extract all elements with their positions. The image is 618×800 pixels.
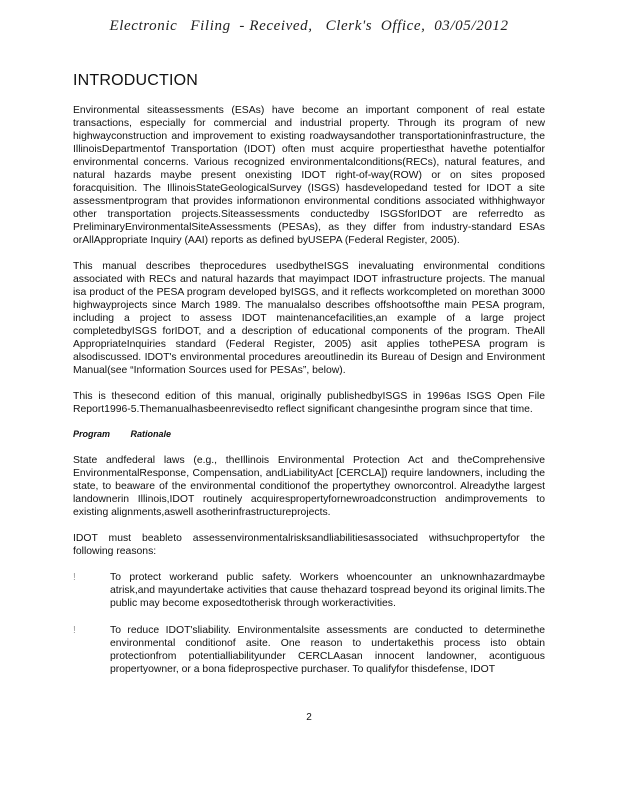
bullet-text: To reduce IDOT'sliability. Environmentalsite assessments are conducted to determinethe environmental conditionof asite. One reason to undertakethis process isto obtain protectionfrom potentialliabilityunder CERCLAasan innocent landowner, acontiguous propertyowner, or a bona fideprospective purchaser. To qualifyfor thisdefense, IDOT [110,625,545,675]
bullet-marker-icon: ! [73,625,76,636]
section-title: INTRODUCTION [73,72,199,89]
subheading-left: Program [73,429,111,439]
bullet-text: To protect workerand public safety. Workers whoencounter an unknownhazardmaybe atrisk,and mayundertake activities that cause thehazard tospread beyond its original limits.The public may become exposedtotherisk through workeractivities. [110,572,545,609]
bullet-item-safety [73,571,545,610]
bullet-marker-icon: ! [73,572,76,583]
paragraph-reasons-intro: IDOT must beableto assessenvironmentalrisksandliabilitiesassociated withsuchpropertyfor the following reasons: [73,533,545,557]
paragraph-esa-overview: Environmental siteassessments (ESAs) have become an important component of real estate transactions, especially for commercial and industrial property. Through its program of new highwayconstruction and improvement to existing roadwaysandother transportationinfrastructure, the IllinoisDepartmentof Transportation (IDOT) often must acquire propertiesthat havethe potentialfor environmental concerns. Various recognized environmentalconditions(RECs), natural features, and natural hazards maybe present onexisting IDOT right-of-way(ROW) or on sites proposed foracquisition. The IllinoisStateGeologicalSurvey (ISGS) hasdevelopedand tested for IDOT a site assessmentprogram that provides informationon environmental conditions associated withhighwayor other transportation projects.Siteassessments conductedby ISGSforIDOT are referredto as PreliminaryEnvironmentalSiteAssessments (PESAs), as they differ from industry-standard ESAs orAllAppropriate Inquiry (AAI) reports as defined byUSEPA (Federal Register, 2005). [73,105,545,246]
page-content [73,72,545,690]
filing-stamp: Electronic Filing - Received, Clerk's Office, 03/05/2012 [109,18,509,34]
paragraph-manual-description: This manual describes theprocedures usedbytheISGS inevaluating environmental conditions associated with RECs and natural hazards that mayimpact IDOT infrastructure projects. The manual isa product of the PESA program developed byISGS, and it reflects workcompleted on morethan 3000 highwayprojects since March 1989. The manualalso describes offshootsofthe main PESA program, including a project to assess IDOT maintenancefacilities,an example of a large project completedbyISGS forIDOT, and a description of educational components of the program. TheAll AppropriateInquiries standard (Federal Register, 2005) asit applies tothePESA program is alsodiscussed. IDOT's environmental procedures areoutlinedin its Bureau of Design and Environment Manual(see “Information Sources used for PESAs”, below). [73,261,545,376]
subheading-right: Rationale [130,429,172,439]
subheading-program-rationale [73,429,545,439]
bullet-item-liability [73,624,545,676]
paragraph-laws: State andfederal laws (e.g., theIllinois Environmental Protection Act and theComprehensive EnvironmentalResponse, Compensation, andLiabilityAct [CERCLA]) require landowners, including the state, to beaware of the environmental conditionof the propertythey ownorcontrol. Alreadythe largest landownerin Illinois,IDOT routinely acquirespropertyfornewroadconstruction andimprovements to existing alignments,aswell asotherinfrastructureprojects. [73,455,545,518]
paragraph-edition-note: This is thesecond edition of this manual, originally publishedbyISGS in 1996as ISGS Open File Report1996-5.Themanualhasbeenrevisedto reflect significant changesinthe program since that time. [73,391,545,415]
page-number: 2 [306,712,312,723]
